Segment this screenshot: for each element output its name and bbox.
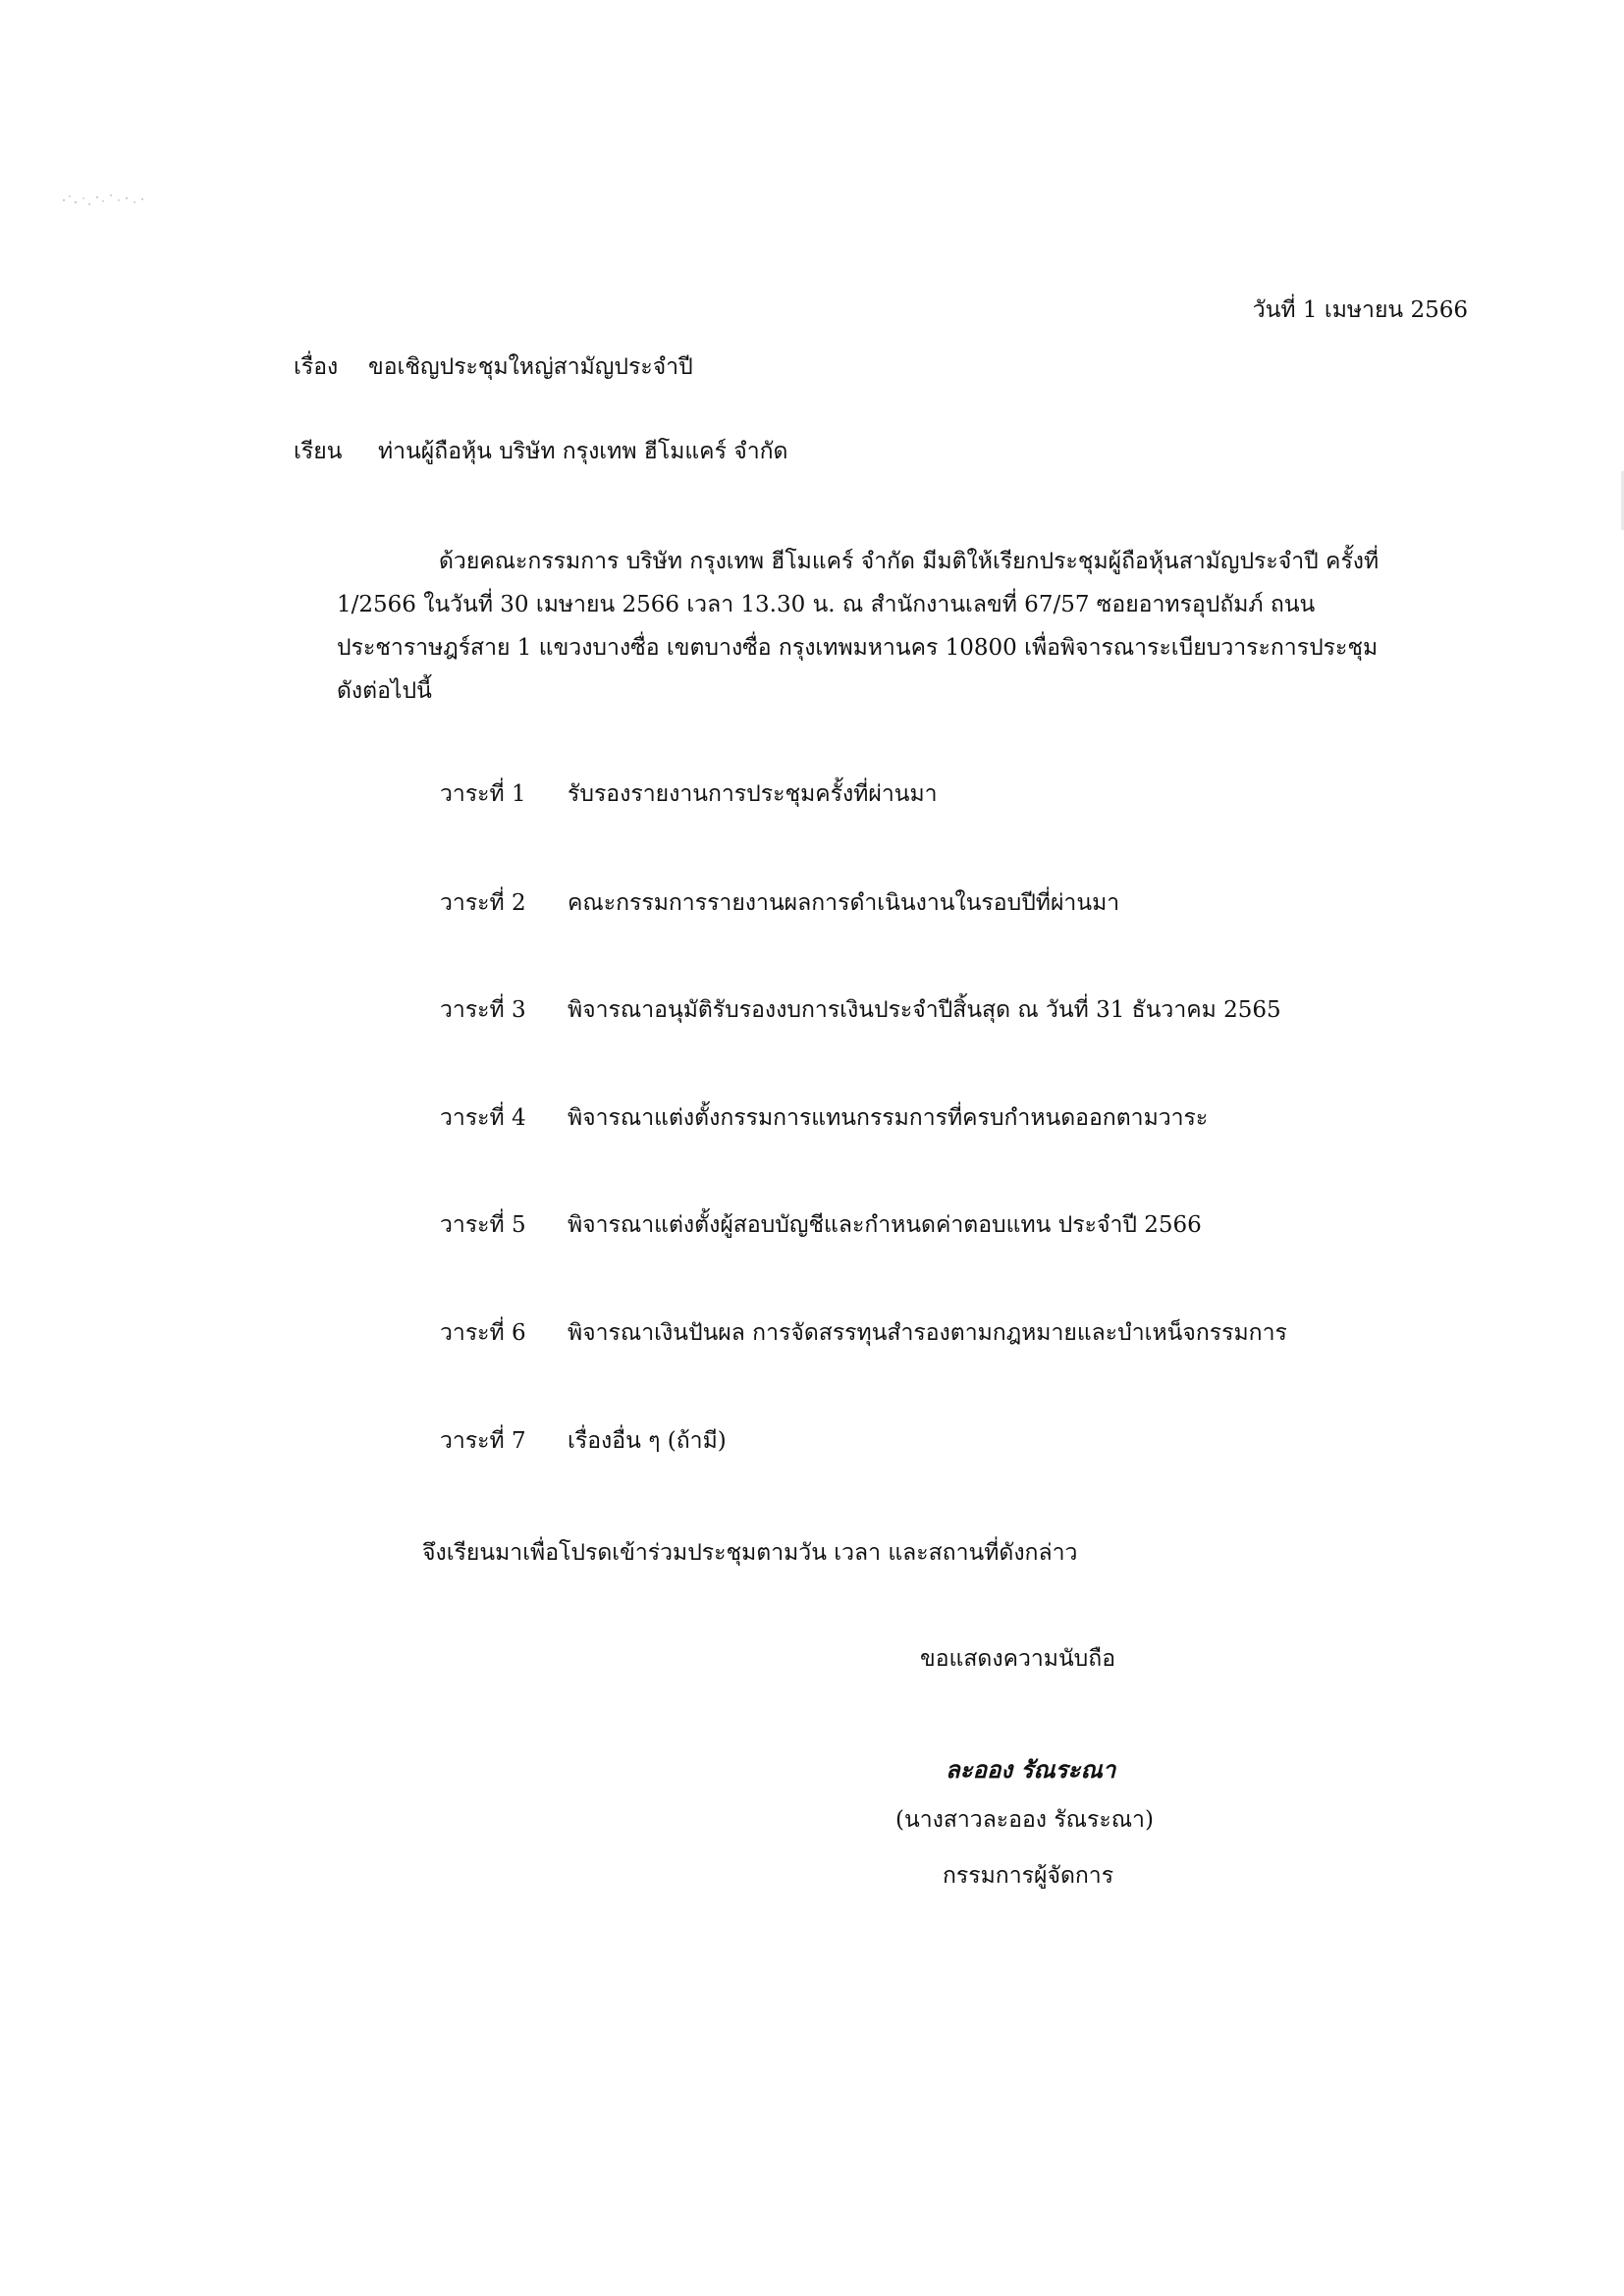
agenda-number: วาระที่ 3 (440, 997, 526, 1023)
body-line: ประชาราษฎร์สาย 1 แขวงบางซื่อ เขตบางซื่อ กรุงเทพมหานคร 10800 เพื่อพิจารณาระเบียบวาระการประชุม (337, 635, 1379, 661)
agenda-text: เรื่องอื่น ๆ (ถ้ามี) (568, 1428, 727, 1454)
subject-text: ขอเชิญประชุมใหญ่สามัญประจำปี (368, 354, 693, 380)
agenda-number: วาระที่ 6 (440, 1320, 526, 1346)
agenda-text: พิจารณาอนุมัติรับรองงบการเงินประจำปีสิ้นสุด ณ วันที่ 31 ธันวาคม 2565 (568, 997, 1281, 1023)
agenda-text: พิจารณาเงินปันผล การจัดสรรทุนสำรองตามกฎหมายและบำเหน็จกรรมการ (568, 1320, 1287, 1346)
closing-sentence: จึงเรียนมาเพื่อโปรดเข้าร่วมประชุมตามวัน เวลา และสถานที่ดังกล่าว (422, 1540, 1078, 1566)
body-paragraph (337, 540, 1466, 713)
signature: ละออง รัณระณา (946, 1755, 1116, 1784)
recipient-label: เรียน (294, 439, 343, 464)
body-line: 1/2566 ในวันที่ 30 เมษายน 2566 เวลา 13.30 น. ณ สำนักงานเลขที่ 67/57 ซอยอาทรอุปถัมภ์ ถนน (337, 592, 1316, 617)
agenda-number: วาระที่ 7 (440, 1428, 526, 1454)
agenda-item (440, 1207, 1202, 1243)
recipient-text: ท่านผู้ถือหุ้น บริษัท กรุงเทพ ฮีโมแคร์ จำกัด (378, 439, 788, 464)
agenda-item (440, 1423, 727, 1459)
agenda-item (440, 1315, 1287, 1351)
agenda-item (440, 776, 938, 812)
subject-label: เรื่อง (294, 354, 339, 380)
letter-date: วันที่ 1 เมษายน 2566 (1252, 297, 1468, 323)
agenda-text: คณะกรรมการรายงานผลการดำเนินงานในรอบปีที่ผ่านมา (568, 890, 1120, 916)
signer-name: (นางสาวละออง รัณระณา) (895, 1807, 1154, 1833)
agenda-number: วาระที่ 2 (440, 890, 526, 916)
agenda-item (440, 1100, 1208, 1136)
regards: ขอแสดงความนับถือ (920, 1646, 1116, 1672)
body-line: ด้วยคณะกรรมการ บริษัท กรุงเทพ ฮีโมแคร์ จำกัด มีมติให้เรียกประชุมผู้ถือหุ้นสามัญประจำปี ครั้งที่ (439, 549, 1380, 574)
agenda-text: พิจารณาแต่งตั้งผู้สอบบัญชีและกำหนดค่าตอบแทน ประจำปี 2566 (568, 1212, 1202, 1238)
agenda-item (440, 885, 1119, 921)
body-line: ดังต่อไปนี้ (337, 678, 432, 704)
signer-title: กรรมการผู้จัดการ (943, 1863, 1114, 1889)
agenda-item (440, 992, 1281, 1028)
agenda-text: พิจารณาแต่งตั้งกรรมการแทนกรรมการที่ครบกำหนดออกตามวาระ (568, 1105, 1209, 1131)
agenda-number: วาระที่ 1 (440, 781, 526, 807)
scan-speck (54, 187, 172, 216)
agenda-text: รับรองรายงานการประชุมครั้งที่ผ่านมา (568, 781, 938, 807)
agenda-number: วาระที่ 4 (440, 1105, 526, 1131)
agenda-number: วาระที่ 5 (440, 1212, 526, 1238)
